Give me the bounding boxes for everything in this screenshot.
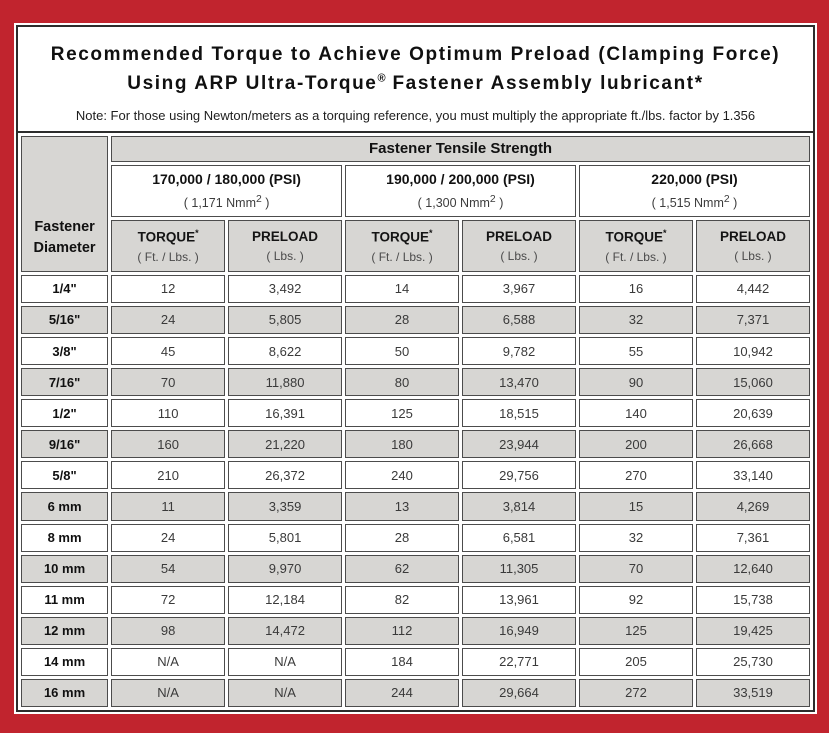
preload-label: PRELOAD	[719, 228, 786, 244]
tensile-strength-header-row	[21, 136, 810, 162]
nmm-value: ( 1,171 Nmm	[183, 196, 256, 211]
torque-cell: 98	[111, 617, 225, 645]
preload-cell: 29,664	[462, 679, 576, 707]
preload-label: PRELOAD	[485, 228, 552, 244]
preload-cell: 16,949	[462, 617, 576, 645]
preload-cell: 3,967	[462, 275, 576, 303]
preload-cell: 3,492	[228, 275, 342, 303]
torque-cell: 54	[111, 555, 225, 583]
torque-cell: 125	[579, 617, 693, 645]
torque-cell: 15	[579, 492, 693, 520]
diameter-cell: 12 mm	[21, 617, 108, 645]
diameter-cell: 9/16"	[21, 430, 108, 458]
torque-cell: 125	[345, 399, 459, 427]
preload-cell: 19,425	[696, 617, 810, 645]
torque-unit: ( Ft. / Lbs. )	[137, 249, 199, 264]
preload-cell: 29,756	[462, 461, 576, 489]
torque-cell: 50	[345, 337, 459, 365]
preload-cell: 7,371	[696, 306, 810, 334]
torque-cell: 140	[579, 399, 693, 427]
preload-cell: 12,184	[228, 586, 342, 614]
torque-cell: 24	[111, 524, 225, 552]
nmm-close: )	[495, 196, 504, 211]
torque-cell: 205	[579, 648, 693, 676]
preload-unit: ( Lbs. )	[500, 248, 538, 263]
torque-cell: N/A	[111, 648, 225, 676]
torque-cell: 110	[111, 399, 225, 427]
preload-cell: 22,771	[462, 648, 576, 676]
diameter-cell: 8 mm	[21, 524, 108, 552]
diameter-cell: 7/16"	[21, 368, 108, 396]
strength-group-header-220	[579, 165, 810, 217]
diameter-cell: 5/16"	[21, 306, 108, 334]
torque-table	[18, 133, 813, 710]
preload-cell: 5,801	[228, 524, 342, 552]
table-body	[21, 275, 810, 707]
preload-cell: 10,942	[696, 337, 810, 365]
title-section	[18, 27, 813, 131]
torque-column-header	[345, 220, 459, 272]
torque-cell: 240	[345, 461, 459, 489]
torque-cell: 92	[579, 586, 693, 614]
preload-unit: ( Lbs. )	[734, 248, 772, 263]
torque-cell: 180	[345, 430, 459, 458]
preload-cell: 25,730	[696, 648, 810, 676]
torque-cell: N/A	[111, 679, 225, 707]
table-row	[21, 461, 810, 489]
torque-label	[348, 228, 456, 245]
preload-cell: 12,640	[696, 555, 810, 583]
torque-cell: 16	[579, 275, 693, 303]
torque-table-container	[18, 131, 813, 710]
torque-cell: 80	[345, 368, 459, 396]
torque-cell: 70	[579, 555, 693, 583]
preload-cell: 7,361	[696, 524, 810, 552]
torque-cell: 210	[111, 461, 225, 489]
torque-label	[582, 228, 690, 245]
torque-column-header	[579, 220, 693, 272]
table-row	[21, 337, 810, 365]
preload-cell: 15,738	[696, 586, 810, 614]
table-row	[21, 524, 810, 552]
tensile-strength-header: Fastener Tensile Strength	[111, 136, 810, 162]
preload-cell: 3,359	[228, 492, 342, 520]
strength-group-header-190-200	[345, 165, 576, 217]
torque-unit: ( Ft. / Lbs. )	[371, 249, 433, 264]
table-row	[21, 306, 810, 334]
torque-cell: 45	[111, 337, 225, 365]
preload-cell: 5,805	[228, 306, 342, 334]
torque-cell: 270	[579, 461, 693, 489]
torque-cell: 28	[345, 524, 459, 552]
preload-label: PRELOAD	[252, 228, 319, 244]
preload-cell: 26,668	[696, 430, 810, 458]
table-row	[21, 586, 810, 614]
diameter-cell: 1/2"	[21, 399, 108, 427]
table-row	[21, 399, 810, 427]
nmm-close: )	[261, 196, 270, 211]
nmm-label	[348, 194, 573, 210]
preload-cell: 6,588	[462, 306, 576, 334]
preload-unit: ( Lbs. )	[266, 248, 304, 263]
torque-label-text: TORQUE	[137, 229, 196, 245]
table-row	[21, 679, 810, 707]
psi-label: 170,000 / 180,000 (PSI)	[152, 171, 301, 188]
torque-cell: 24	[111, 306, 225, 334]
preload-cell: 14,472	[228, 617, 342, 645]
table-row	[21, 648, 810, 676]
preload-cell: 20,639	[696, 399, 810, 427]
table-row	[21, 492, 810, 520]
torque-cell: 90	[579, 368, 693, 396]
torque-unit: ( Ft. / Lbs. )	[605, 249, 667, 264]
torque-cell: 112	[345, 617, 459, 645]
psi-label: 220,000 (PSI)	[651, 171, 738, 188]
page-title	[24, 40, 807, 99]
preload-cell: 8,622	[228, 337, 342, 365]
torque-label-text: TORQUE	[605, 229, 663, 245]
nmm-superscript: 2	[723, 194, 730, 206]
table-row	[21, 368, 810, 396]
preload-cell: 3,814	[462, 492, 576, 520]
torque-asterisk: *	[662, 228, 667, 239]
preload-cell: 4,442	[696, 275, 810, 303]
preload-cell: 26,372	[228, 461, 342, 489]
torque-cell: 272	[579, 679, 693, 707]
nmm-label	[114, 194, 339, 210]
preload-cell: 33,519	[696, 679, 810, 707]
page-title-line2	[127, 73, 703, 94]
preload-cell: 11,880	[228, 368, 342, 396]
preload-cell: 13,961	[462, 586, 576, 614]
preload-cell: 23,944	[462, 430, 576, 458]
table-row	[21, 555, 810, 583]
nmm-close: )	[729, 196, 738, 211]
diameter-cell: 16 mm	[21, 679, 108, 707]
preload-cell: 21,220	[228, 430, 342, 458]
diameter-cell: 5/8"	[21, 461, 108, 489]
nmm-value: ( 1,515 Nmm	[651, 196, 724, 211]
strength-group-header-170-180	[111, 165, 342, 217]
preload-cell: 4,269	[696, 492, 810, 520]
page-title-line1: Recommended Torque to Achieve Optimum Preload (Clamping Force)	[50, 44, 781, 65]
diameter-column-header	[21, 136, 108, 272]
torque-cell: 28	[345, 306, 459, 334]
diameter-cell: 14 mm	[21, 648, 108, 676]
torque-cell: 62	[345, 555, 459, 583]
torque-cell: 32	[579, 306, 693, 334]
torque-cell: 55	[579, 337, 693, 365]
preload-cell: 13,470	[462, 368, 576, 396]
preload-column-header	[462, 220, 576, 272]
nmm-superscript: 2	[255, 194, 262, 206]
nmm-value: ( 1,300 Nmm	[417, 196, 490, 211]
torque-cell: 12	[111, 275, 225, 303]
preload-cell: N/A	[228, 679, 342, 707]
nmm-superscript: 2	[489, 194, 496, 206]
preload-cell: 16,391	[228, 399, 342, 427]
torque-asterisk: *	[429, 228, 433, 239]
newton-meters-note: Note: For those using Newton/meters as a torquing reference, you must multiply the appropriate ft./lbs. factor by 1.356	[75, 107, 756, 123]
diameter-cell: 6 mm	[21, 492, 108, 520]
preload-column-header	[228, 220, 342, 272]
torque-cell: 32	[579, 524, 693, 552]
diameter-cell: 3/8"	[21, 337, 108, 365]
page-title-line2-tail: Fastener Assembly lubricant*	[385, 73, 704, 95]
torque-cell: 82	[345, 586, 459, 614]
preload-cell: 15,060	[696, 368, 810, 396]
psi-header-row	[21, 165, 810, 217]
torque-cell: 200	[579, 430, 693, 458]
torque-cell: 11	[111, 492, 225, 520]
psi-label: 190,000 / 200,000 (PSI)	[386, 171, 535, 188]
torque-preload-header-row	[21, 220, 810, 272]
diameter-header-line1: Fastener	[34, 219, 95, 236]
table-row	[21, 275, 810, 303]
torque-label-text: TORQUE	[371, 229, 430, 245]
content-frame	[16, 25, 815, 712]
torque-cell: 14	[345, 275, 459, 303]
torque-cell: 70	[111, 368, 225, 396]
diameter-cell: 10 mm	[21, 555, 108, 583]
preload-cell: 9,782	[462, 337, 576, 365]
torque-cell: 13	[345, 492, 459, 520]
preload-cell: 11,305	[462, 555, 576, 583]
nmm-label	[582, 194, 807, 210]
diameter-cell: 1/4"	[21, 275, 108, 303]
diameter-header-line2: Diameter	[33, 239, 96, 256]
diameter-cell: 11 mm	[21, 586, 108, 614]
preload-cell: N/A	[228, 648, 342, 676]
table-row	[21, 617, 810, 645]
preload-cell: 18,515	[462, 399, 576, 427]
preload-column-header	[696, 220, 810, 272]
preload-cell: 33,140	[696, 461, 810, 489]
preload-cell: 6,581	[462, 524, 576, 552]
torque-label	[114, 228, 222, 245]
torque-cell: 72	[111, 586, 225, 614]
page-title-line2-text: Using ARP Ultra-Torque	[127, 73, 378, 95]
torque-asterisk: *	[195, 228, 199, 239]
torque-cell: 160	[111, 430, 225, 458]
table-row	[21, 430, 810, 458]
preload-cell: 9,970	[228, 555, 342, 583]
torque-cell: 244	[345, 679, 459, 707]
torque-cell: 184	[345, 648, 459, 676]
registered-trademark-symbol: ®	[377, 73, 386, 86]
torque-column-header	[111, 220, 225, 272]
